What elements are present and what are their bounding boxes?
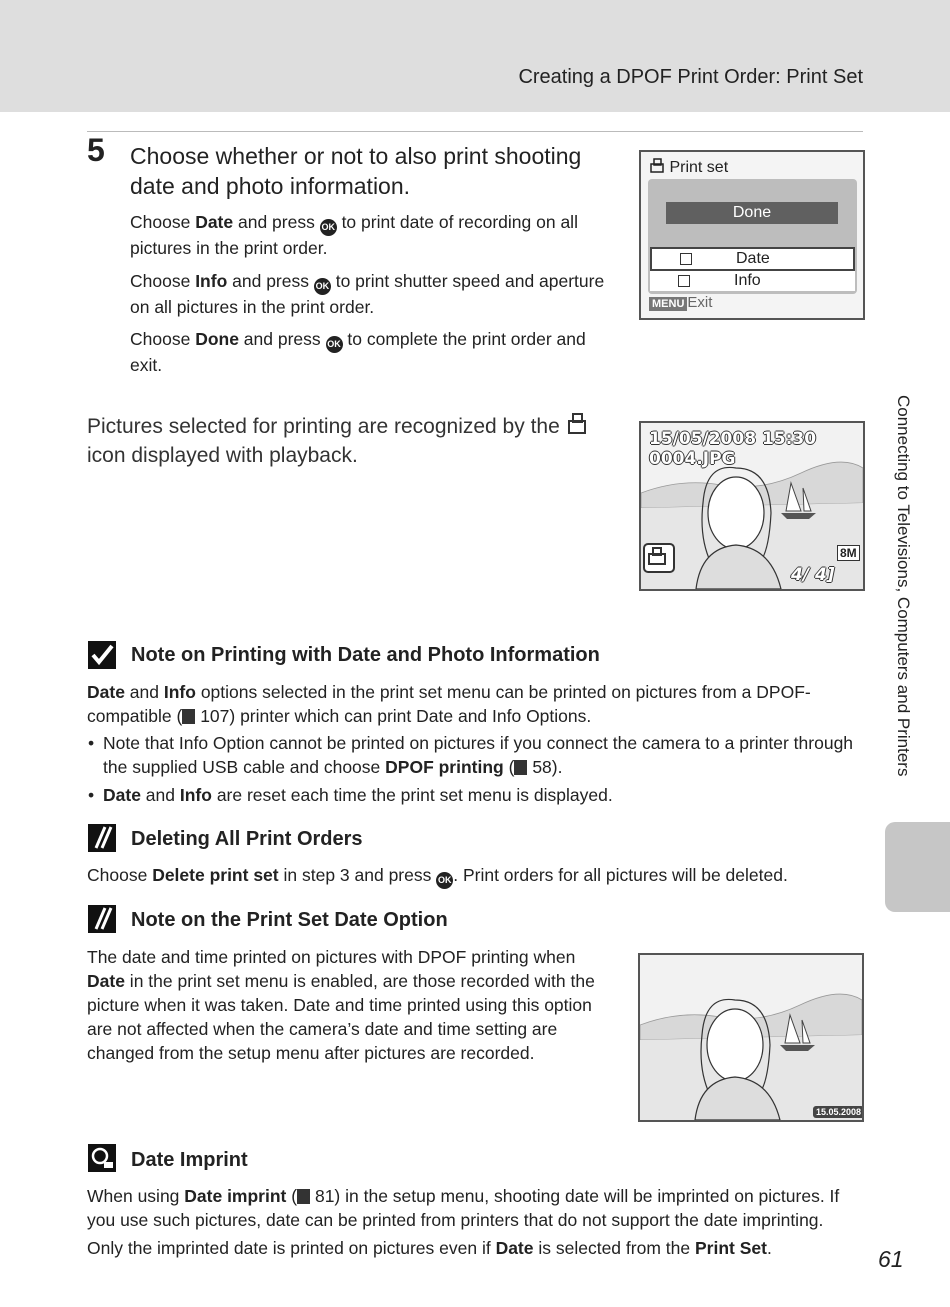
date-imprint-icon	[87, 1143, 117, 1173]
print-set-title: Print set	[649, 158, 728, 177]
reference-icon	[514, 760, 527, 775]
page-header	[0, 0, 950, 112]
note-heading: Note on the Print Set Date Option	[131, 909, 448, 931]
done-option: Done	[666, 202, 838, 224]
note-bullet: • Note that Info Option cannot be printed on pictures if you connect the camera to a printer through the supplied USB cable and choose DPOF printing ( 58).	[103, 731, 863, 779]
memo-note-icon	[87, 823, 117, 853]
reference-icon	[297, 1189, 310, 1204]
image-size-icon: 8M	[837, 545, 860, 561]
exit-hint: MENU Exit	[649, 294, 712, 311]
checkmark-note-icon	[87, 640, 117, 670]
page-number: 61	[878, 1246, 904, 1272]
print-icon	[649, 158, 665, 174]
note-body: Only the imprinted date is printed on pictures even if Date is selected from the Print Set.	[87, 1238, 772, 1258]
info-option: Info	[650, 271, 855, 291]
playback-filename: 0004.JPG	[649, 449, 736, 469]
print-order-icon	[566, 412, 588, 436]
date-stamp: 15.05.2008	[813, 1106, 864, 1118]
step-title: Choose whether or not to also print shooting date and photo information.	[130, 143, 582, 199]
step-paragraph-info: Choose Info and press OK to print shutter speed and aperture on all pictures in the print order.	[130, 271, 605, 317]
note-heading: Deleting All Print Orders	[131, 828, 363, 850]
lead-text: Pictures selected for printing are recognized by the icon displayed with playback.	[87, 412, 607, 470]
note-body: Choose Delete print set in step 3 and press OK . Print orders for all pictures will be deleted.	[87, 863, 863, 889]
header-title: Creating a DPOF Print Order: Print Set	[518, 66, 863, 88]
note-bullet: • Date and Info are reset each time the print set menu is displayed.	[103, 783, 863, 807]
checkbox-icon	[680, 253, 692, 265]
playback-datetime: 15/05/2008 15:30	[649, 429, 817, 449]
checkbox-icon	[678, 275, 690, 287]
section-tab	[885, 822, 950, 912]
date-option: Date	[650, 247, 855, 271]
note-body: The date and time printed on pictures with DPOF printing when Date in the print set menu is enabled, are those recorded with the picture when it was taken. Date and time printed using this option are not affected when the camera’s date and time setting are changed from the setup menu after pictures are recorded.	[87, 947, 595, 1063]
side-section-label: Connecting to Televisions, Computers and Printers	[894, 395, 913, 777]
step-paragraph-date: Choose Date and press OK to print date of recording on all pictures in the print order.	[130, 212, 578, 258]
memo-note-icon	[87, 904, 117, 934]
print-set-menu	[648, 179, 857, 294]
step-number: 5	[87, 132, 105, 168]
header-rule	[87, 131, 863, 132]
print-order-icon	[643, 543, 675, 573]
note-body: When using Date imprint ( 81) in the setup menu, shooting date will be imprinted on pictures. If you use such pictures, date can be printed from printers that do not support the date imprinting.	[87, 1186, 840, 1230]
ok-button-icon: OK	[314, 278, 331, 295]
note-body: Date and Info options selected in the print set menu can be printed on pictures from a DPOF-compatible ( 107) printer which can print Date and Info Options.	[87, 682, 811, 726]
ok-button-icon: OK	[320, 219, 337, 236]
ok-button-icon: OK	[326, 336, 343, 353]
menu-button-icon: MENU	[649, 297, 687, 311]
reference-icon	[182, 709, 195, 724]
playback-screen	[639, 421, 865, 591]
ok-button-icon: OK	[436, 872, 453, 889]
print-set-screen	[639, 150, 865, 320]
note-heading: Note on Printing with Date and Photo Information	[131, 644, 600, 666]
date-imprint-photo	[638, 953, 864, 1122]
step-paragraph-done: Choose Done and press OK to complete the print order and exit.	[130, 329, 586, 375]
frame-counter: 4/ 4]	[791, 565, 835, 585]
note-heading: Date Imprint	[131, 1149, 248, 1171]
